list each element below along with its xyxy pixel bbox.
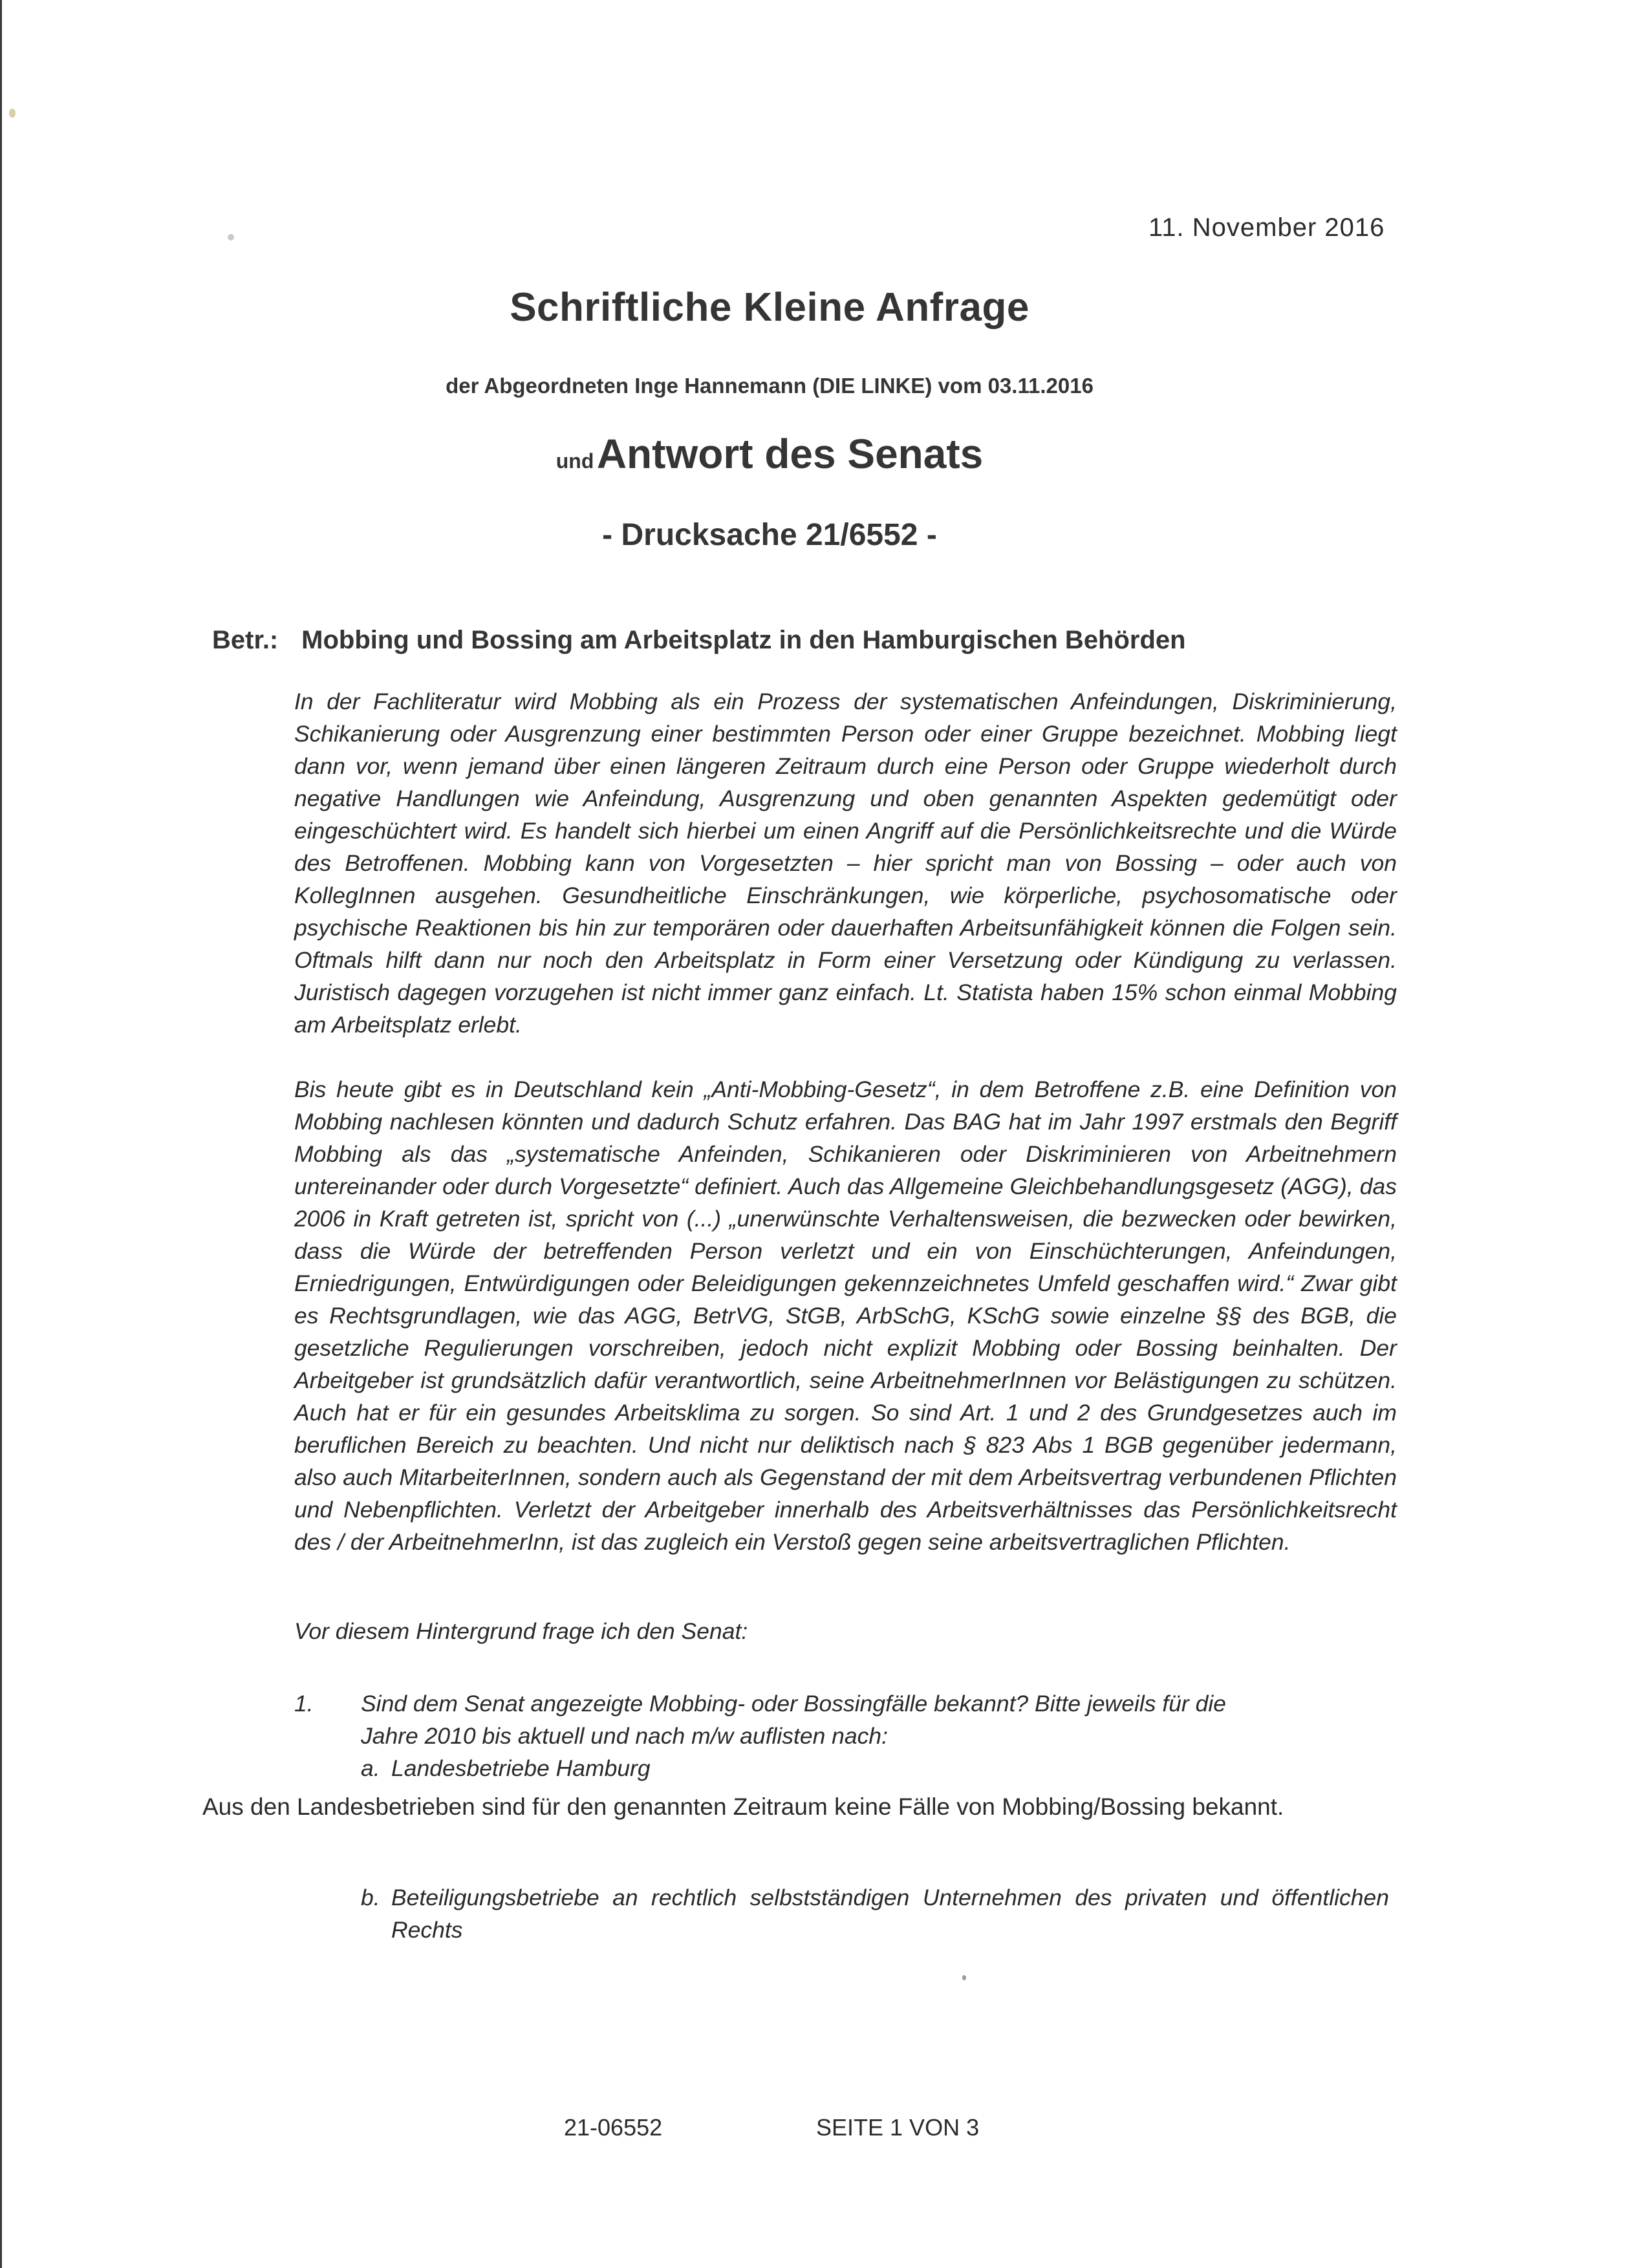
scan-speck <box>962 1975 966 1980</box>
sub-item-letter: b. <box>361 1885 380 1910</box>
question-text-line2: Jahre 2010 bis aktuell und nach m/w auflisten nach: <box>361 1723 889 1749</box>
subject-label: Betr.: <box>212 626 279 654</box>
question-sub-item-a <box>361 1752 1397 1784</box>
intro-paragraph-1: In der Fachliteratur wird Mobbing als ein Prozess der systematischen Anfeindungen, Diskriminierung, Schikanierung oder Ausgrenzung einer bestimmten Person oder einer Gruppe bezeichnet. Mobbing liegt dann vor, wenn jemand über einen längeren Zeitraum durch eine Person oder Gruppe wiederholt durch negative Handlungen wie Anfeindung, Ausgrenzung und oben genannten Aspekten gedemütigt oder eingeschüchtert wird. Es handelt sich hierbei um einen Angriff auf die Persönlichkeitsrechte und die Würde des Betroffenen. Mobbing kann von Vorgesetzten – hier spricht man von Bossing – oder auch von KollegInnen ausgehen. Gesundheitliche Einschränkungen, wie körperliche, psychosomatische oder psychische Reaktionen bis hin zur temporären oder dauerhaften Arbeitsunfähigkeit können die Folgen sein. Oftmals hilft dann nur noch den Arbeitsplatz in Form einer Versetzung oder Kündigung zu verlassen. Juristisch dagegen vorzugehen ist nicht immer ganz einfach. Lt. Statista haben 15% schon einmal Mobbing am Arbeitsplatz erlebt. <box>294 689 1397 1038</box>
drucksache-number: - Drucksache 21/6552 - <box>602 518 937 552</box>
scan-speck <box>9 109 16 118</box>
sub-item-text: Landesbetriebe Hamburg <box>391 1755 651 1781</box>
document-title: Schriftliche Kleine Anfrage <box>510 285 1029 330</box>
subject-line <box>212 626 1186 655</box>
intro-paragraph-2: Bis heute gibt es in Deutschland kein „Anti-Mobbing-Gesetz“, in dem Betroffene z.B. eine Definition von Mobbing nachlesen könnten und dadurch Schutz erfahren. Das BAG hat im Jahr 1997 erstmals den Begriff Mobbing als das „systematische Anfeinden, Schikanieren oder Diskriminieren von Arbeitnehmern untereinander oder durch Vorgesetzte“ definiert. Auch das Allgemeine Gleichbehandlungsgesetz (AGG), das 2006 in Kraft getreten ist, spricht von (...) „unerwünschte Verhaltensweisen, die bezwecken oder bewirken, dass die Würde der betreffenden Person verletzt und ein von Einschüchterungen, Anfeindungen, Erniedrigungen, Entwürdigungen oder Beleidigungen gekennzeichnetes Umfeld geschaffen wird.“ Zwar gibt es Rechtsgrundlagen, wie das AGG, BetrVG, StGB, ArbSchG, KSchG sowie einzelne §§ des BGB, die gesetzliche Regulierungen vorschreiben, jedoch nicht explizit Mobbing oder Bossing beinhalten. Der Arbeitgeber ist grundsätzlich dafür verantwortlich, seine ArbeitnehmerInnen vor Belästigungen zu schützen. Auch hat er für ein gesundes Arbeitsklima zu sorgen. So sind Art. 1 und 2 des Grundgesetzes auch im beruflichen Bereich zu beachten. Und nicht nur deliktisch nach § 823 Abs 1 BGB gegenüber jedermann, also auch MitarbeiterInnen, sondern auch als Gegenstand der mit dem Arbeitsvertrag verbundenen Pflichten und Nebenpflichten. Verletzt der Arbeitgeber innerhalb des Arbeitsverhältnisses das Persönlichkeitsrecht des / der ArbeitnehmerInn, ist das zugleich ein Verstoß gegen seine arbeitsvertraglichen Pflichten. <box>294 1076 1397 1555</box>
footer-doc-number: 21-06552 <box>564 2114 663 2141</box>
document-date: 11. November 2016 <box>1148 213 1385 242</box>
answer-title: Antwort des Senats <box>596 431 984 477</box>
question-number: 1. <box>294 1691 314 1717</box>
question-1 <box>294 1687 1397 1784</box>
subject-text: Mobbing und Bossing am Arbeitsplatz in den Hamburgischen Behörden <box>301 626 1186 654</box>
scan-edge-shadow <box>0 0 2 2268</box>
footer-page-indicator: SEITE 1 VON 3 <box>816 2114 980 2141</box>
answer-prefix: und <box>555 449 594 473</box>
scan-speck <box>228 234 234 241</box>
sub-item-text: Beteiligungsbetriebe an rechtlich selbstständigen Unternehmen des privaten und öffentlichen Rechts <box>391 1885 1389 1943</box>
answer-1a: Aus den Landesbetrieben sind für den genannten Zeitraum keine Fälle von Mobbing/Bossing bekannt. <box>202 1793 1284 1820</box>
sub-item-letter: a. <box>361 1755 380 1781</box>
document-subtitle: der Abgeordneten Inge Hannemann (DIE LINKE) vom 03.11.2016 <box>446 374 1094 398</box>
question-text: Sind dem Senat angezeigte Mobbing- oder Bossingfälle bekannt? Bitte jeweils für die <box>361 1691 1226 1717</box>
question-sub-item-b <box>361 1881 1389 1946</box>
question-lead-in: Vor diesem Hintergrund frage ich den Senat: <box>294 1618 748 1644</box>
answer-heading <box>0 430 1539 478</box>
